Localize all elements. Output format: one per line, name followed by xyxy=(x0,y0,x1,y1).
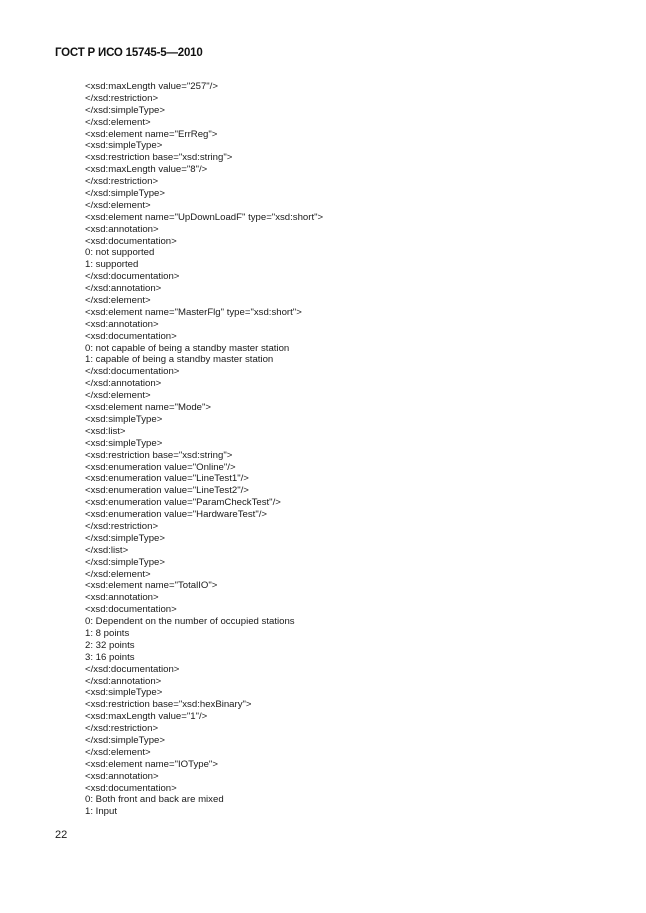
standard-header: ГОСТ Р ИСО 15745-5—2010 xyxy=(55,47,203,59)
code-line: <xsd:documentation> xyxy=(85,782,177,794)
code-line: 1: supported xyxy=(85,259,139,271)
code-line: 1: Input xyxy=(85,806,118,818)
code-line: </xsd:documentation> xyxy=(85,366,180,378)
code-line: 0: Both front and back are mixed xyxy=(85,794,224,806)
code-line: </xsd:element> xyxy=(85,116,151,128)
code-line: </xsd:restriction> xyxy=(85,520,159,532)
code-line: <xsd:simpleType> xyxy=(85,140,163,152)
code-line: <xsd:annotation> xyxy=(85,770,159,782)
code-line: </xsd:element> xyxy=(85,568,151,580)
code-line: <xsd:element name="TotalIO"> xyxy=(85,580,218,592)
code-line: <xsd:simpleType> xyxy=(85,687,163,699)
code-line: </xsd:element> xyxy=(85,746,151,758)
code-line: </xsd:list> xyxy=(85,544,129,556)
code-line: </xsd:element> xyxy=(85,295,151,307)
code-line: <xsd:maxLength value="1"/> xyxy=(85,711,208,723)
code-line: <xsd:simpleType> xyxy=(85,437,163,449)
code-line: <xsd:enumeration value="LineTest1"/> xyxy=(85,473,249,485)
code-line: 3: 16 points xyxy=(85,651,135,663)
page-number: 22 xyxy=(55,829,68,841)
code-line: </xsd:simpleType> xyxy=(85,188,165,200)
code-line: <xsd:element name="Mode"> xyxy=(85,402,212,414)
code-line: <xsd:enumeration value="ParamCheckTest"/> xyxy=(85,497,281,509)
code-line: <xsd:enumeration value="Online"/> xyxy=(85,461,236,473)
code-line: </xsd:simpleType> xyxy=(85,556,165,568)
code-line: 0: not capable of being a standby master station xyxy=(85,342,290,354)
code-line: </xsd:simpleType> xyxy=(85,104,165,116)
code-line: <xsd:documentation> xyxy=(85,604,177,616)
code-line: <xsd:simpleType> xyxy=(85,413,163,425)
code-line: <xsd:annotation> xyxy=(85,318,159,330)
xsd-code-listing xyxy=(85,81,323,818)
code-line: <xsd:annotation> xyxy=(85,223,159,235)
code-line: </xsd:annotation> xyxy=(85,675,162,687)
code-line: 1: capable of being a standby master station xyxy=(85,354,274,366)
code-line: </xsd:documentation> xyxy=(85,663,180,675)
code-line: </xsd:restriction> xyxy=(85,92,159,104)
code-line: <xsd:restriction base="xsd:string"> xyxy=(85,152,233,164)
code-line: <xsd:element name="MasterFlg" type="xsd:short"> xyxy=(85,306,302,318)
code-line: <xsd:documentation> xyxy=(85,330,177,342)
code-line: <xsd:documentation> xyxy=(85,235,177,247)
code-line: <xsd:element name="ErrReg"> xyxy=(85,128,218,140)
code-line: <xsd:element name="IOType"> xyxy=(85,758,218,770)
code-line: <xsd:restriction base="xsd:hexBinary"> xyxy=(85,699,252,711)
code-line: </xsd:annotation> xyxy=(85,378,162,390)
code-line: </xsd:documentation> xyxy=(85,271,180,283)
code-line: 0: Dependent on the number of occupied stations xyxy=(85,616,295,628)
code-line: </xsd:restriction> xyxy=(85,176,159,188)
code-line: <xsd:enumeration value="LineTest2"/> xyxy=(85,485,249,497)
code-line: 1: 8 points xyxy=(85,627,130,639)
code-line: <xsd:enumeration value="HardwareTest"/> xyxy=(85,509,267,521)
code-line: <xsd:maxLength value="257"/> xyxy=(85,81,218,92)
code-line: </xsd:simpleType> xyxy=(85,532,165,544)
code-line: 0: not supported xyxy=(85,247,155,259)
code-line: </xsd:element> xyxy=(85,390,151,402)
code-line: <xsd:maxLength value="8"/> xyxy=(85,164,208,176)
code-line: <xsd:list> xyxy=(85,425,126,437)
code-line: 2: 32 points xyxy=(85,639,135,651)
code-line: </xsd:element> xyxy=(85,199,151,211)
code-line: </xsd:annotation> xyxy=(85,283,162,295)
code-line: </xsd:simpleType> xyxy=(85,734,165,746)
code-line: <xsd:restriction base="xsd:string"> xyxy=(85,449,233,461)
code-line: <xsd:annotation> xyxy=(85,592,159,604)
code-line: <xsd:element name="UpDownLoadF" type="xsd:short"> xyxy=(85,211,324,223)
code-line: </xsd:restriction> xyxy=(85,723,159,735)
